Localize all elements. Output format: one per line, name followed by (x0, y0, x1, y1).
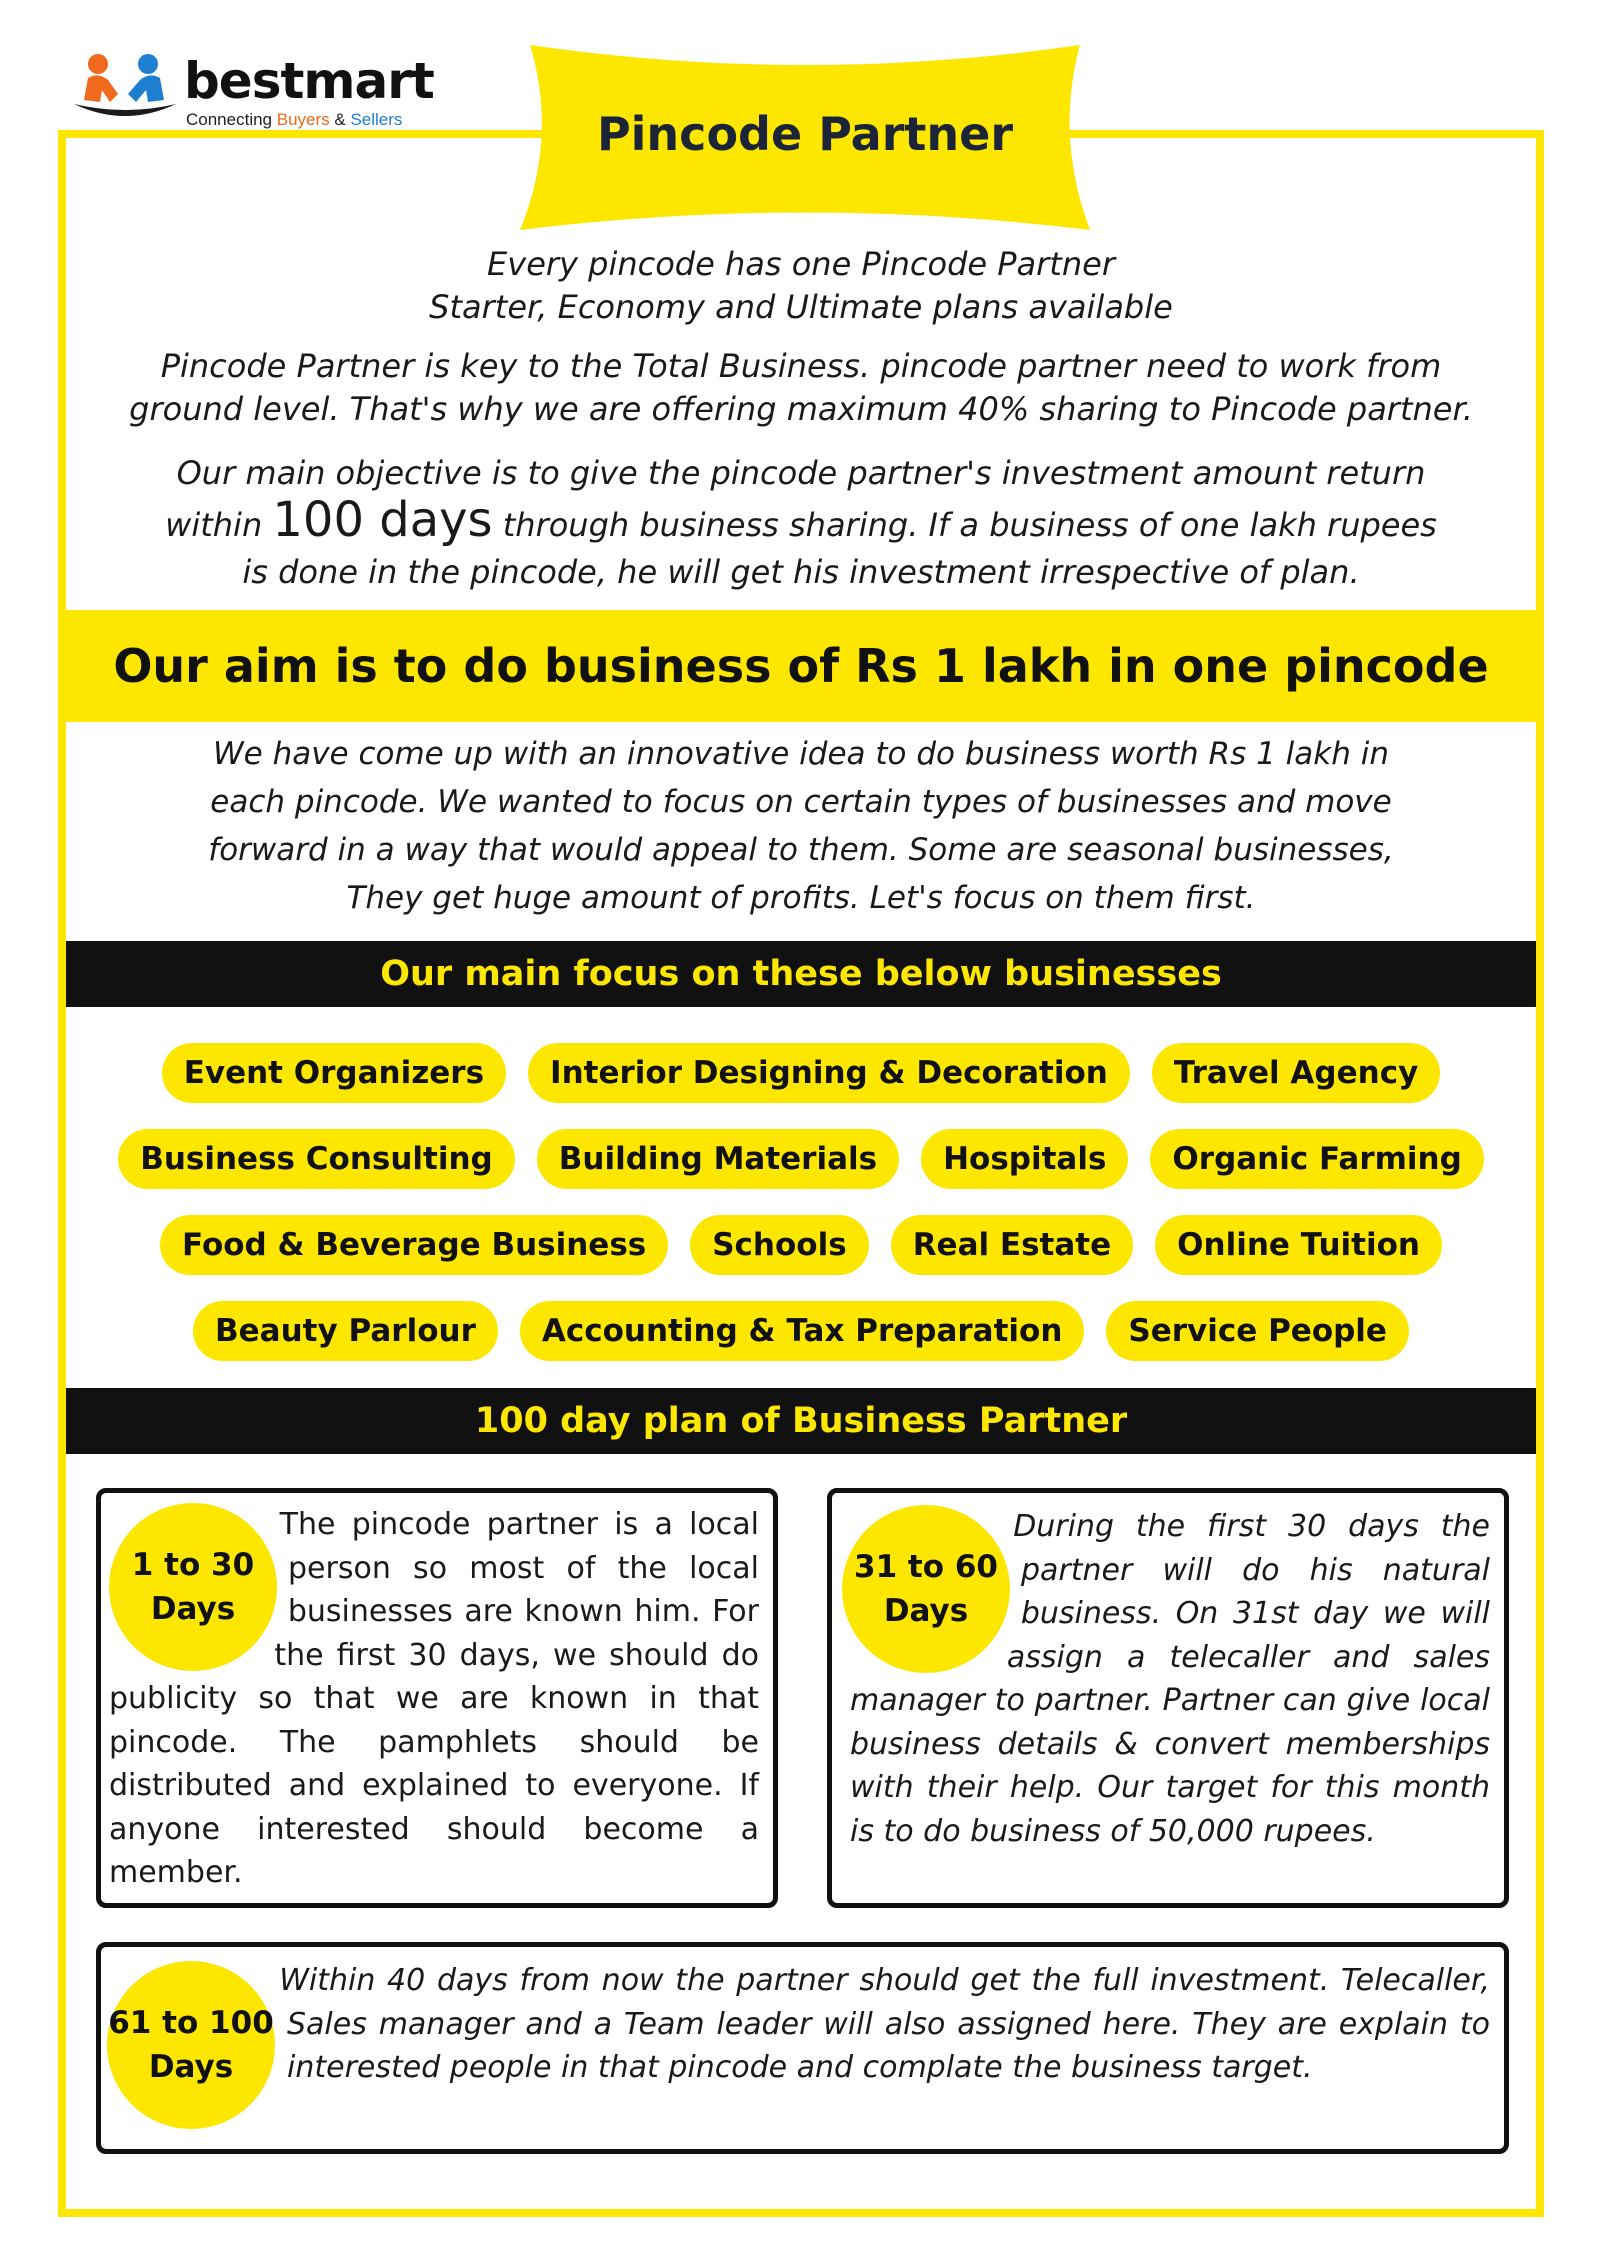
business-tag-list (66, 1030, 1536, 1374)
hundred-days-highlight: 100 days (272, 492, 493, 548)
phase-badge (109, 1503, 277, 1671)
business-tag: Event Organizers (166, 1047, 502, 1099)
objective-paragraph (80, 450, 1522, 596)
phase-card (827, 1488, 1509, 1908)
business-tag-row (66, 1202, 1536, 1288)
phase-unit: Days (150, 1591, 236, 1627)
business-tag: Beauty Parlour (197, 1305, 494, 1357)
phase-card (96, 1942, 1509, 2154)
phase-range: 1 to 30 (131, 1547, 255, 1583)
phase-card (96, 1488, 778, 1908)
business-tag-row (66, 1288, 1536, 1374)
business-tag: Food & Beverage Business (164, 1219, 664, 1271)
aim-band (66, 610, 1536, 722)
page-title: Pincode Partner (596, 107, 1014, 161)
plan-heading: 100 day plan of Business Partner (66, 1388, 1536, 1454)
description-line: We have come up with an innovative idea to do business worth Rs 1 lakh in (212, 736, 1389, 772)
focus-heading: Our main focus on these below businesses (66, 941, 1536, 1007)
aim-heading: Our aim is to do business of Rs 1 lakh in one pincode (113, 639, 1489, 693)
business-tag: Accounting & Tax Preparation (524, 1305, 1081, 1357)
brand-tagline: Connecting Buyers & Sellers (186, 110, 403, 129)
business-tag: Online Tuition (1159, 1219, 1438, 1271)
business-tag: Hospitals (925, 1133, 1124, 1185)
business-tag: Business Consulting (122, 1133, 511, 1185)
objective-line: Our main objective is to give the pincode partner's investment amount return (176, 454, 1426, 492)
business-tag: Service People (1110, 1305, 1405, 1357)
phase-description: Within 40 days from now the partner should get the full investment. Telecaller, Sales manager and a Team leader will also assigned here. They are explain to interested people in that pincode and complate the business target. (279, 1963, 1490, 2085)
business-tag: Travel Agency (1156, 1047, 1436, 1099)
phase-description: During the first 30 days the partner will do his natural business. On 31st day we will assign a telecaller and sales manager to partner. Partner can give local business details & convert memberships with their help. Our target for this month is to do business of 50,000 rupees. (850, 1509, 1490, 1849)
brand-logo (70, 50, 450, 130)
description-line: each pincode. We wanted to focus on certain types of businesses and move (210, 784, 1392, 820)
business-tag: Building Materials (541, 1133, 895, 1185)
intro-paragraph (80, 345, 1522, 431)
objective-line: within 100 days through business sharing. If a business of one lakh rupees (165, 492, 1437, 548)
intro-line: ground level. That's why we are offering maximum 40% sharing to Pincode partner. (129, 390, 1473, 428)
description-paragraph (110, 730, 1492, 922)
business-tag: Interior Designing & Decoration (532, 1047, 1126, 1099)
title-banner (520, 45, 1090, 230)
phase-unit: Days (148, 2049, 234, 2085)
objective-line: is done in the pincode, he will get his investment irrespective of plan. (242, 553, 1360, 591)
intro-line: Every pincode has one Pincode Partner (487, 245, 1115, 283)
phase-range: 31 to 60 (854, 1549, 998, 1585)
phase-badge (842, 1505, 1010, 1673)
phase-badge (107, 1961, 275, 2129)
phase-range: 61 to 100 (108, 2005, 274, 2041)
business-tag: Organic Farming (1154, 1133, 1479, 1185)
business-tag: Schools (694, 1219, 864, 1271)
business-tag-row (66, 1116, 1536, 1202)
business-tag-row (66, 1030, 1536, 1116)
description-line: forward in a way that would appeal to them. Some are seasonal businesses, (208, 832, 1394, 868)
business-tag: Real Estate (895, 1219, 1129, 1271)
logo-people-icon (70, 50, 180, 122)
brand-name: bestmart (184, 52, 434, 110)
description-line: They get huge amount of profits. Let's focus on them first. (346, 880, 1256, 916)
intro-lines (80, 243, 1522, 329)
intro-line: Starter, Economy and Ultimate plans available (429, 288, 1173, 326)
phase-unit: Days (883, 1593, 969, 1629)
intro-line: Pincode Partner is key to the Total Business. pincode partner need to work from (160, 347, 1442, 385)
phase-description: The pincode partner is a local person so most of the local businesses are known him. For the first 30 days, we should do publicity so that we are known in that pincode. The pamphlets should be distributed and explained to everyone. If anyone interested should become a member. (109, 1507, 759, 1890)
